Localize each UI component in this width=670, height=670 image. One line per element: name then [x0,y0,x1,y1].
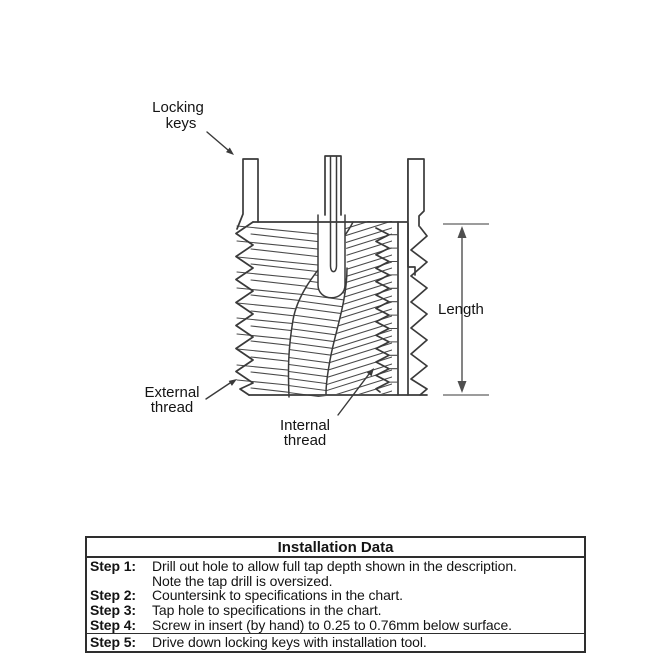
installation-data-table [85,536,586,653]
leader-arrow-external-thread [206,379,237,399]
step-label: Step 3: [90,602,136,619]
center-key-shank-fill [325,156,341,216]
step-text: Tap hole to specifications in the chart. [152,602,382,619]
table-row [90,588,582,603]
table-title: Installation Data [87,538,584,558]
table-row [90,603,582,618]
step-label: Step 1: [90,558,136,574]
internal-thread-label-line1: Internal [279,417,331,434]
internal-thread-label-line2: thread [283,432,327,449]
locking-keys-label-line2: keys [165,115,197,132]
table-row [90,618,582,633]
center-key-capsule-fill [318,215,345,298]
step-text [152,559,582,588]
step-label: Step 2: [90,587,136,604]
bore-wall-lines [398,159,408,395]
internal-thread-root-ticks [389,235,398,382]
step-text-line: Drill out hole to allow full tap depth shown in the description. [152,558,517,574]
leader-arrow-locking-keys [207,132,234,155]
table-steps [87,558,584,651]
length-label: Length [438,301,484,318]
external-thread-label-line2: thread [150,399,194,416]
external-thread-profile-right [411,227,427,395]
step-text: Countersink to specifications in the chart. [152,587,403,604]
step-label: Step 5: [90,633,136,650]
locking-keys-label-line1: Locking [152,99,204,116]
external-thread-label-line1: External [144,384,200,401]
table-row [90,559,582,588]
external-thread-profile-left [236,222,253,395]
step-text: Drive down locking keys with installation tool. [152,633,427,650]
step-label: Step 4: [90,616,136,633]
left-locking-key-fill [243,159,258,221]
table-row [87,633,584,652]
step-text-line: Note the tap drill is oversized. [152,572,333,589]
step-text: Screw in insert (by hand) to 0.25 to 0.76mm below surface. [152,616,512,633]
